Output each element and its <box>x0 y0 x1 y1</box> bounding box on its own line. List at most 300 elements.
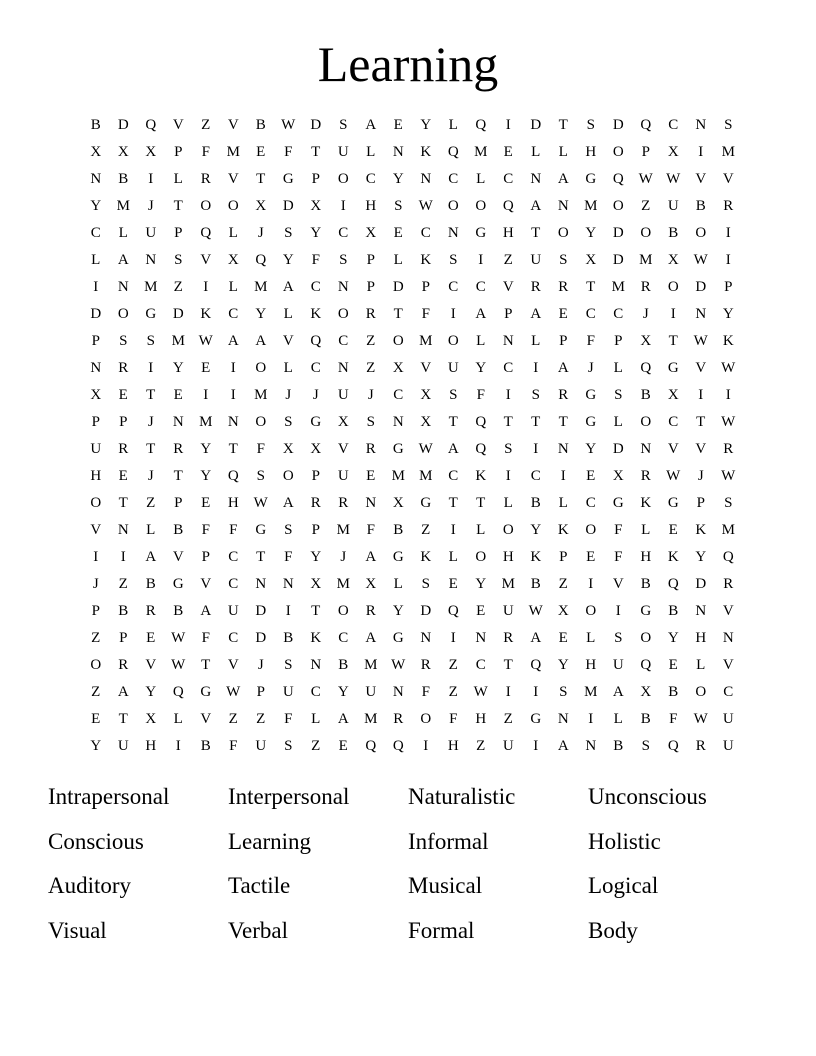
grid-cell: N <box>172 414 184 430</box>
grid-cell: I <box>450 306 456 322</box>
grid-cell: L <box>448 117 458 133</box>
grid-cell: D <box>420 603 432 619</box>
grid-cell: C <box>90 225 101 241</box>
grid-cell: L <box>586 630 596 646</box>
grid-cell: X <box>145 144 157 160</box>
grid-row <box>82 166 742 193</box>
grid-cell: E <box>668 657 678 673</box>
grid-cell: B <box>393 522 404 538</box>
grid-cell: S <box>284 414 293 430</box>
grid-cell: Q <box>640 360 652 376</box>
grid-cell: B <box>90 117 101 133</box>
grid-cell: Q <box>502 198 514 214</box>
grid-cell: U <box>667 198 679 214</box>
grid-cell: E <box>118 468 128 484</box>
grid-cell: V <box>722 657 734 673</box>
grid-cell: B <box>640 576 651 592</box>
grid-cell: O <box>200 198 212 214</box>
grid-cell: U <box>502 603 514 619</box>
grid-cell: C <box>310 360 321 376</box>
grid-cell: M <box>721 522 735 538</box>
grid-cell: X <box>310 576 322 592</box>
grid-cell: O <box>502 522 514 538</box>
grid-cell: A <box>530 306 542 322</box>
grid-cell: R <box>640 279 651 295</box>
grid-cell: S <box>559 252 568 268</box>
grid-cell: C <box>475 657 486 673</box>
grid-cell: V <box>695 360 707 376</box>
grid-cell: Y <box>667 630 679 646</box>
grid-cell: Y <box>200 441 212 457</box>
grid-cell: T <box>146 387 156 403</box>
grid-cell: U <box>337 144 349 160</box>
grid-cell: J <box>257 657 264 673</box>
grid-cell: F <box>586 333 595 349</box>
grid-cell: I <box>148 171 154 187</box>
grid-cell: T <box>118 495 128 511</box>
word-list-item: Conscious <box>48 828 144 854</box>
grid-cell: D <box>530 117 542 133</box>
grid-row <box>82 301 742 328</box>
grid-cell: V <box>90 522 102 538</box>
grid-cell: T <box>558 414 568 430</box>
grid-cell: L <box>476 522 486 538</box>
grid-cell: I <box>148 360 154 376</box>
grid-cell: B <box>695 198 706 214</box>
grid-cell: R <box>145 603 156 619</box>
grid-cell: X <box>365 576 377 592</box>
grid-cell: S <box>531 387 540 403</box>
grid-cell: J <box>642 306 649 322</box>
grid-cell: K <box>557 522 569 538</box>
grid-cell: D <box>612 252 624 268</box>
grid-cell: P <box>559 333 568 349</box>
grid-cell: Q <box>475 414 487 430</box>
grid-cell: F <box>201 630 210 646</box>
grid-cell: Y <box>90 738 102 754</box>
grid-cell: U <box>722 738 734 754</box>
grid-cell: E <box>91 711 101 727</box>
grid-cell: O <box>640 630 652 646</box>
grid-cell: F <box>229 738 238 754</box>
grid-cell: N <box>475 630 487 646</box>
grid-cell: U <box>337 387 349 403</box>
grid-cell: Q <box>365 738 377 754</box>
grid-cell: N <box>557 441 569 457</box>
grid-cell: O <box>585 603 597 619</box>
grid-cell: M <box>419 468 433 484</box>
grid-cell: R <box>558 387 569 403</box>
grid-cell: O <box>117 306 129 322</box>
grid-cell: C <box>420 225 431 241</box>
grid-cell: W <box>638 171 653 187</box>
grid-cell: R <box>118 657 129 673</box>
grid-cell: J <box>92 576 99 592</box>
grid-cell: Z <box>311 738 321 754</box>
grid-row <box>82 706 742 733</box>
grid-cell: U <box>447 360 459 376</box>
grid-cell: R <box>365 306 376 322</box>
grid-cell: U <box>282 684 294 700</box>
grid-cell: R <box>420 657 431 673</box>
grid-cell: P <box>256 684 265 700</box>
grid-cell: B <box>530 495 541 511</box>
grid-cell: V <box>337 441 349 457</box>
puzzle-title: Learning <box>317 36 499 92</box>
grid-cell: T <box>476 495 486 511</box>
grid-cell: G <box>640 603 652 619</box>
grid-cell: T <box>448 414 458 430</box>
grid-cell: Z <box>503 711 513 727</box>
grid-cell: P <box>119 414 128 430</box>
grid-cell: G <box>667 495 679 511</box>
grid-row <box>82 328 742 355</box>
grid-cell: B <box>118 603 129 619</box>
grid-row <box>82 382 742 409</box>
grid-cell: S <box>339 252 348 268</box>
grid-cell: L <box>228 279 238 295</box>
grid-cell: F <box>256 441 265 457</box>
grid-cell: F <box>201 522 210 538</box>
grid-cell: Q <box>612 171 624 187</box>
grid-cell: L <box>283 306 293 322</box>
grid-cell: I <box>505 387 511 403</box>
grid-cell: H <box>145 738 157 754</box>
grid-cell: E <box>146 630 156 646</box>
grid-cell: D <box>392 279 404 295</box>
grid-cell: G <box>530 711 542 727</box>
grid-cell: C <box>585 495 596 511</box>
grid-cell: Y <box>310 549 322 565</box>
grid-cell: N <box>365 495 377 511</box>
grid-cell: B <box>118 171 129 187</box>
grid-cell: G <box>475 225 487 241</box>
grid-cell: A <box>255 333 267 349</box>
grid-cell: N <box>420 171 432 187</box>
grid-cell: M <box>501 576 515 592</box>
grid-cell: M <box>336 576 350 592</box>
grid-cell: Y <box>557 657 569 673</box>
grid-cell: C <box>338 225 349 241</box>
grid-cell: L <box>118 225 128 241</box>
grid-cell: K <box>420 252 432 268</box>
word-list-item: Informal <box>408 828 489 854</box>
grid-cell: M <box>611 279 625 295</box>
grid-cell: A <box>117 684 129 700</box>
grid-cell: Q <box>475 441 487 457</box>
grid-cell: E <box>366 468 376 484</box>
grid-cell: N <box>337 279 349 295</box>
grid-cell: A <box>365 630 377 646</box>
grid-cell: S <box>724 495 733 511</box>
grid-cell: Y <box>475 576 487 592</box>
grid-cell: N <box>392 414 404 430</box>
grid-cell: A <box>200 603 212 619</box>
grid-row <box>82 274 742 301</box>
grid-cell: M <box>336 522 350 538</box>
grid-row <box>82 544 742 571</box>
grid-cell: N <box>117 279 129 295</box>
grid-cell: S <box>256 468 265 484</box>
grid-cell: R <box>723 576 734 592</box>
grid-cell: Y <box>722 306 734 322</box>
grid-cell: X <box>365 225 377 241</box>
grid-cell: O <box>337 603 349 619</box>
grid-cell: W <box>418 198 433 214</box>
grid-cell: K <box>530 549 542 565</box>
grid-cell: F <box>614 522 623 538</box>
grid-cell: G <box>420 495 432 511</box>
grid-cell: P <box>366 279 375 295</box>
grid-cell: Y <box>145 684 157 700</box>
grid-cell: I <box>203 387 209 403</box>
grid-cell: I <box>533 441 539 457</box>
grid-cell: X <box>90 144 102 160</box>
grid-row <box>82 193 742 220</box>
grid-cell: Q <box>172 684 184 700</box>
grid-cell: X <box>557 603 569 619</box>
grid-cell: N <box>640 441 652 457</box>
grid-cell: Y <box>585 225 597 241</box>
grid-cell: L <box>283 360 293 376</box>
grid-cell: P <box>91 603 100 619</box>
grid-cell: G <box>392 630 404 646</box>
grid-cell: V <box>227 657 239 673</box>
grid-cell: P <box>311 171 320 187</box>
grid-cell: P <box>174 495 183 511</box>
grid-cell: O <box>612 144 624 160</box>
grid-cell: C <box>365 171 376 187</box>
grid-cell: L <box>503 495 513 511</box>
grid-cell: Q <box>722 549 734 565</box>
grid-cell: W <box>171 630 186 646</box>
grid-cell: L <box>613 414 623 430</box>
grid-cell: L <box>393 252 403 268</box>
grid-cell: L <box>641 522 651 538</box>
grid-cell: Z <box>118 576 128 592</box>
grid-cell: Q <box>640 117 652 133</box>
grid-cell: N <box>695 306 707 322</box>
grid-cell: N <box>145 252 157 268</box>
grid-cell: N <box>695 603 707 619</box>
grid-cell: A <box>365 117 377 133</box>
grid-cell: R <box>338 495 349 511</box>
grid-cell: M <box>254 387 268 403</box>
grid-cell: P <box>91 333 100 349</box>
grid-cell: S <box>421 576 430 592</box>
grid-cell: V <box>695 171 707 187</box>
letter-grid <box>82 112 742 760</box>
grid-cell: F <box>421 306 430 322</box>
grid-cell: F <box>614 549 623 565</box>
grid-cell: O <box>557 225 569 241</box>
grid-cell: P <box>559 549 568 565</box>
grid-cell: M <box>199 414 213 430</box>
grid-cell: K <box>200 306 212 322</box>
grid-cell: Z <box>91 684 101 700</box>
grid-cell: Q <box>447 144 459 160</box>
grid-cell: N <box>392 144 404 160</box>
grid-cell: S <box>504 441 513 457</box>
grid-cell: L <box>476 171 486 187</box>
grid-cell: B <box>668 603 679 619</box>
grid-cell: T <box>256 171 266 187</box>
grid-cell: R <box>173 441 184 457</box>
grid-cell: A <box>530 630 542 646</box>
grid-cell: P <box>504 306 513 322</box>
word-list-item: Logical <box>588 873 659 898</box>
grid-cell: L <box>531 144 541 160</box>
grid-cell: J <box>147 414 154 430</box>
grid-cell: Z <box>366 333 376 349</box>
grid-cell: C <box>503 171 514 187</box>
grid-cell: C <box>228 576 239 592</box>
grid-cell: N <box>310 657 322 673</box>
grid-cell: U <box>117 738 129 754</box>
grid-cell: E <box>173 387 183 403</box>
grid-cell: H <box>502 225 514 241</box>
grid-cell: Q <box>667 576 679 592</box>
grid-cell: S <box>614 630 623 646</box>
grid-cell: R <box>118 360 129 376</box>
grid-cell: X <box>420 414 432 430</box>
grid-cell: I <box>505 468 511 484</box>
grid-cell: A <box>557 360 569 376</box>
grid-cell: O <box>337 306 349 322</box>
grid-cell: O <box>612 198 624 214</box>
grid-cell: I <box>340 198 346 214</box>
grid-cell: Z <box>558 576 568 592</box>
grid-cell: L <box>476 333 486 349</box>
grid-cell: J <box>147 198 154 214</box>
grid-cell: C <box>310 684 321 700</box>
grid-cell: E <box>393 225 403 241</box>
grid-cell: R <box>393 711 404 727</box>
grid-cell: O <box>667 279 679 295</box>
word-list-item: Intrapersonal <box>48 784 170 809</box>
grid-cell: O <box>475 198 487 214</box>
grid-cell: F <box>201 144 210 160</box>
grid-cell: I <box>533 684 539 700</box>
grid-cell: X <box>667 144 679 160</box>
grid-cell: D <box>695 279 707 295</box>
grid-cell: S <box>174 252 183 268</box>
grid-cell: K <box>640 495 652 511</box>
grid-cell: I <box>423 738 429 754</box>
grid-cell: T <box>503 657 513 673</box>
grid-cell: H <box>695 630 707 646</box>
grid-cell: M <box>364 711 378 727</box>
grid-cell: B <box>640 387 651 403</box>
grid-cell: Q <box>447 603 459 619</box>
grid-cell: B <box>613 738 624 754</box>
grid-cell: W <box>721 360 736 376</box>
grid-cell: J <box>312 387 319 403</box>
grid-cell: D <box>117 117 129 133</box>
grid-cell: M <box>116 198 130 214</box>
grid-cell: H <box>502 549 514 565</box>
grid-cell: S <box>614 387 623 403</box>
grid-cell: T <box>228 441 238 457</box>
grid-cell: F <box>311 252 320 268</box>
grid-cell: X <box>145 711 157 727</box>
grid-cell: K <box>310 630 322 646</box>
grid-cell: S <box>284 522 293 538</box>
grid-cell: V <box>172 117 184 133</box>
grid-cell: K <box>667 549 679 565</box>
grid-cell: C <box>448 171 459 187</box>
grid-cell: S <box>394 198 403 214</box>
grid-cell: J <box>257 225 264 241</box>
grid-cell: J <box>697 468 704 484</box>
grid-cell: H <box>227 495 239 511</box>
grid-cell: M <box>639 252 653 268</box>
grid-cell: C <box>503 360 514 376</box>
grid-cell: T <box>696 414 706 430</box>
grid-cell: N <box>337 360 349 376</box>
grid-cell: Y <box>420 117 432 133</box>
grid-cell: U <box>337 468 349 484</box>
grid-cell: B <box>173 603 184 619</box>
grid-cell: S <box>284 225 293 241</box>
grid-cell: R <box>310 495 321 511</box>
grid-cell: A <box>337 711 349 727</box>
grid-cell: W <box>391 657 406 673</box>
grid-cell: I <box>120 549 126 565</box>
grid-cell: K <box>475 468 487 484</box>
grid-cell: R <box>365 441 376 457</box>
word-list-item: Musical <box>408 873 483 898</box>
grid-cell: X <box>420 387 432 403</box>
grid-cell: C <box>310 279 321 295</box>
grid-cell: V <box>227 171 239 187</box>
grid-cell: Z <box>421 522 431 538</box>
grid-cell: U <box>145 225 157 241</box>
grid-cell: E <box>338 738 348 754</box>
grid-cell: M <box>721 144 735 160</box>
grid-cell: I <box>450 630 456 646</box>
grid-cell: I <box>478 252 484 268</box>
grid-cell: C <box>585 306 596 322</box>
grid-cell: N <box>117 522 129 538</box>
grid-cell: K <box>695 522 707 538</box>
grid-cell: E <box>558 630 568 646</box>
grid-cell: O <box>392 333 404 349</box>
grid-cell: C <box>530 468 541 484</box>
grid-cell: C <box>228 549 239 565</box>
grid-cell: Q <box>227 468 239 484</box>
grid-cell: X <box>282 441 294 457</box>
grid-cell: G <box>585 414 597 430</box>
grid-cell: B <box>338 657 349 673</box>
word-list-item: Auditory <box>48 873 132 898</box>
grid-cell: V <box>612 576 624 592</box>
grid-cell: A <box>530 198 542 214</box>
grid-cell: A <box>227 333 239 349</box>
grid-cell: G <box>282 171 294 187</box>
grid-cell: Z <box>641 198 651 214</box>
grid-cell: T <box>256 549 266 565</box>
grid-cell: D <box>612 117 624 133</box>
word-list-item: Learning <box>228 828 312 854</box>
grid-cell: E <box>586 549 596 565</box>
grid-cell: P <box>311 468 320 484</box>
grid-cell: W <box>693 252 708 268</box>
grid-cell: A <box>117 252 129 268</box>
grid-cell: T <box>586 279 596 295</box>
grid-cell: S <box>119 333 128 349</box>
grid-cell: L <box>366 144 376 160</box>
